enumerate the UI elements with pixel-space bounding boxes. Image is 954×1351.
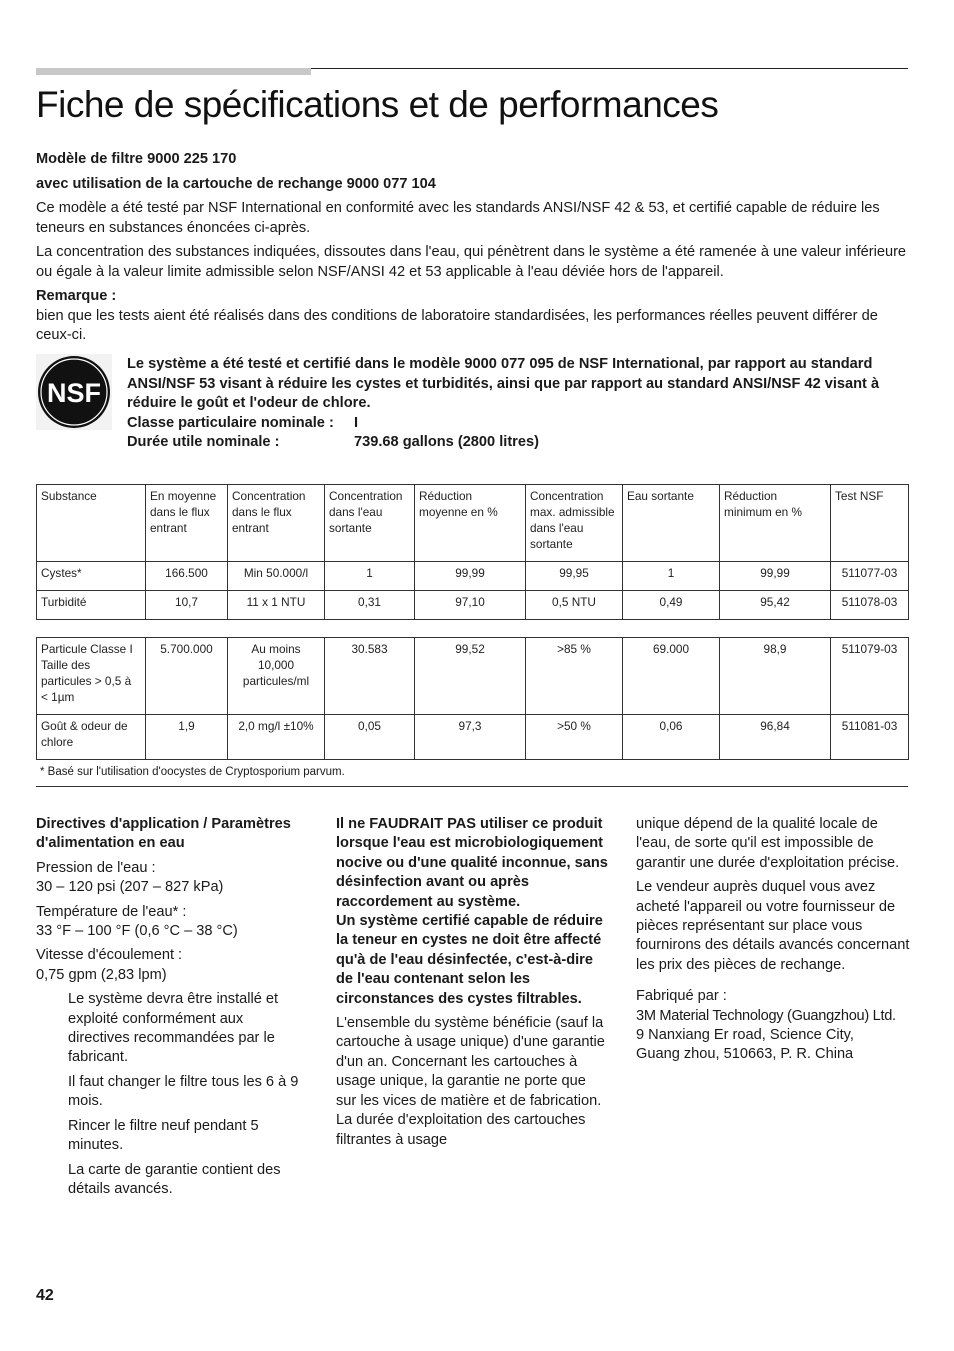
- table-cell: 99,99: [415, 562, 526, 591]
- table-header-row: [37, 485, 909, 562]
- header-cell: Réduction moyenne en %: [415, 485, 526, 562]
- table-cell: 511079-03: [831, 638, 909, 715]
- table-cell: 0,06: [623, 715, 720, 760]
- temperature-label: Température de l'eau* :: [36, 903, 187, 920]
- table-cell: 96,84: [720, 715, 831, 760]
- manufacturer-block: [636, 987, 912, 1065]
- table-cell: Turbidité: [37, 591, 146, 620]
- nsf-statement: Le système a été testé et certifié dans le modèle 9000 077 095 de NSF International, par rapport au standard ANSI/NSF 53 visant à réduire les cystes et turbidités, ainsi que par rapport au standard ANSI/NSF 42 visant à réduire le goût et l'odeur de chlore.: [127, 356, 880, 411]
- table-row: [37, 591, 909, 620]
- water-pressure: [36, 859, 306, 898]
- table-cell: Au moins 10,000 particules/ml: [228, 638, 325, 715]
- note-item: Rincer le filtre neuf pendant 5 minutes.: [68, 1117, 259, 1154]
- nsf-certification: [127, 355, 909, 453]
- replacement-cartridge: avec utilisation de la cartouche de rechange 9000 077 104: [36, 175, 436, 192]
- table-cell: 99,95: [526, 562, 623, 591]
- column-manufacturer: [636, 815, 912, 1070]
- pressure-value: 30 – 120 psi (207 – 827 kPa): [36, 879, 224, 896]
- water-temperature: [36, 903, 306, 942]
- flow-value: 0,75 gpm (2,83 lpm): [36, 966, 167, 983]
- header-cell: Concentration dans l'eau sortante: [325, 485, 415, 562]
- note-item: La carte de garantie contient des détails avancés.: [68, 1161, 281, 1197]
- table-cell: 99,99: [720, 562, 831, 591]
- table-cell: 11 x 1 NTU: [228, 591, 325, 620]
- table-cell: 98,9: [720, 638, 831, 715]
- table-cell: 0,31: [325, 591, 415, 620]
- table-cell: 30.583: [325, 638, 415, 715]
- warning-text-1: Il ne FAUDRAIT PAS utiliser ce produit lorsque l'eau est microbiologiquement nocive ou d'une qualité inconnue, sans désinfection avant ou après raccordement au système.: [336, 816, 608, 910]
- table-cell: 69.000: [623, 638, 720, 715]
- service-life-row: [127, 433, 909, 453]
- table-cell: 1: [623, 562, 720, 591]
- table-cell: >50 %: [526, 715, 623, 760]
- table-cell: >85 %: [526, 638, 623, 715]
- svg-text:NSF: NSF: [47, 378, 101, 408]
- table-cell: 5.700.000: [146, 638, 228, 715]
- filter-model: Modèle de filtre 9000 225 170: [36, 151, 237, 167]
- table-row: [37, 715, 909, 760]
- table-row: [37, 562, 909, 591]
- table-cell: 511077-03: [831, 562, 909, 591]
- table-cell: Cystes*: [37, 562, 146, 591]
- table-cell: Particule Classe I Taille des particules > 0,5 à < 1µm: [37, 638, 146, 715]
- particle-class-value: I: [354, 414, 359, 431]
- remark-text: bien que les tests aient été réalisés dans des conditions de laboratoire standardisées, les performances réelles peuvent différer de ceux-ci.: [36, 307, 878, 343]
- manufacturer-label: Fabriqué par :: [636, 988, 727, 1005]
- nsf-logo-icon: [36, 354, 112, 430]
- table-cell: 0,5 NTU: [526, 591, 623, 620]
- header-cell: Concentration dans le flux entrant: [228, 485, 325, 562]
- performance-table-2: [36, 637, 909, 760]
- warning-text-2: Un système certifié capable de réduire la teneur en cystes ne doit être affecté qu'à de l'eau désinfectée, c'est-à-dire de l'eau contenant selon les circonstances des cystes filtrables.: [336, 913, 603, 1007]
- table-cell: 10,7: [146, 591, 228, 620]
- header-cell: Test NSF: [831, 485, 909, 562]
- temperature-value: 33 °F – 100 °F (0,6 °C – 38 °C): [36, 923, 238, 940]
- table-cell: 511078-03: [831, 591, 909, 620]
- table-cell: 95,42: [720, 591, 831, 620]
- table-cell: 511081-03: [831, 715, 909, 760]
- header-cell: Eau sortante: [623, 485, 720, 562]
- pressure-label: Pression de l'eau :: [36, 859, 156, 876]
- table-footnote: * Basé sur l'utilisation d'oocystes de Cryptosporium parvum.: [36, 758, 908, 787]
- performance-table-1: [36, 484, 909, 620]
- warning-block: [336, 815, 608, 1009]
- header-rule-thick: [36, 68, 311, 75]
- intro-section: [36, 150, 908, 351]
- table-cell: Goût & odeur de chlore: [37, 715, 146, 760]
- manufacturer-line: Guang zhou, 510663, P. R. China: [636, 1046, 854, 1063]
- table-row: [37, 638, 909, 715]
- table-cell: 97,10: [415, 591, 526, 620]
- note-item: Le système devra être installé et exploité conformément aux directives recommandées par le fabricant.: [68, 991, 279, 1066]
- table-cell: 97,3: [415, 715, 526, 760]
- table-cell: 99,52: [415, 638, 526, 715]
- service-life-label: Durée utile nominale :: [127, 434, 280, 450]
- table-cell: 166.500: [146, 562, 228, 591]
- manufacturer-line: 9 Nanxiang Er road, Science City,: [636, 1027, 854, 1044]
- table-cell: 0,49: [623, 591, 720, 620]
- remark-label: Remarque :: [36, 288, 117, 304]
- note-item: Il faut changer le filtre tous les 6 à 9 mois.: [68, 1073, 299, 1110]
- vendor-text: Le vendeur auprès duquel vous avez acheté l'appareil ou votre fournisseur de pièces représentant sur place vous fournirons des détails avancés concernant les prix des pièces de rechange.: [636, 879, 910, 973]
- flow-rate: [36, 946, 306, 985]
- manufacturer-line: 3M Material Technology (Guangzhou) Ltd.: [636, 1007, 896, 1024]
- header-cell: Réduction minimum en %: [720, 485, 831, 562]
- service-life-value: 739.68 gallons (2800 litres): [354, 434, 539, 450]
- table-cell: 2,0 mg/l ±10%: [228, 715, 325, 760]
- particle-class-row: [127, 414, 909, 434]
- table-cell: 1: [325, 562, 415, 591]
- page-number: 42: [36, 1287, 54, 1304]
- intro-paragraph-1: Ce modèle a été testé par NSF International en conformité avec les standards ANSI/NSF 42 & 53, et certifié capable de réduire les teneurs en substances énoncées ci-après.: [36, 200, 880, 236]
- particle-class-label: Classe particulaire nominale :: [127, 414, 334, 431]
- intro-paragraph-2: La concentration des substances indiquées, dissoutes dans l'eau, qui pénètrent dans le système a été ramenée à une valeur inférieure ou égale à la valeur limite admissible selon NSF/ANSI 42 et 53 applicable à l'eau déviée hors de l'appareil.: [36, 244, 907, 280]
- warranty-continuation: unique dépend de la qualité locale de l'eau, de sorte qu'il est impossible de garantir une durée d'exploitation précise.: [636, 816, 900, 871]
- header-cell: Concentration max. admissible dans l'eau sortante: [526, 485, 623, 562]
- header-cell: Substance: [37, 485, 146, 562]
- page-title: Fiche de spécifications et de performances: [36, 84, 719, 125]
- table-cell: 0,05: [325, 715, 415, 760]
- column-application-guidelines: [36, 815, 306, 1204]
- table-cell: Min 50.000/l: [228, 562, 325, 591]
- warranty-text: L'ensemble du système bénéficie (sauf la cartouche à usage unique) d'une garantie d'un an. Concernant les cartouches à usage unique, la garantie ne porte que sur les vices de matière et de fabrication. La durée d'exploitation des cartouches filtrantes à usage: [336, 1015, 605, 1148]
- header-cell: En moyenne dans le flux entrant: [146, 485, 228, 562]
- section-heading: Directives d'application / Paramètres d'alimentation en eau: [36, 816, 291, 852]
- column-warnings: [336, 815, 608, 1155]
- table-cell: 1,9: [146, 715, 228, 760]
- header-rule-thin: [311, 68, 908, 69]
- flow-label: Vitesse d'écoulement :: [36, 947, 183, 964]
